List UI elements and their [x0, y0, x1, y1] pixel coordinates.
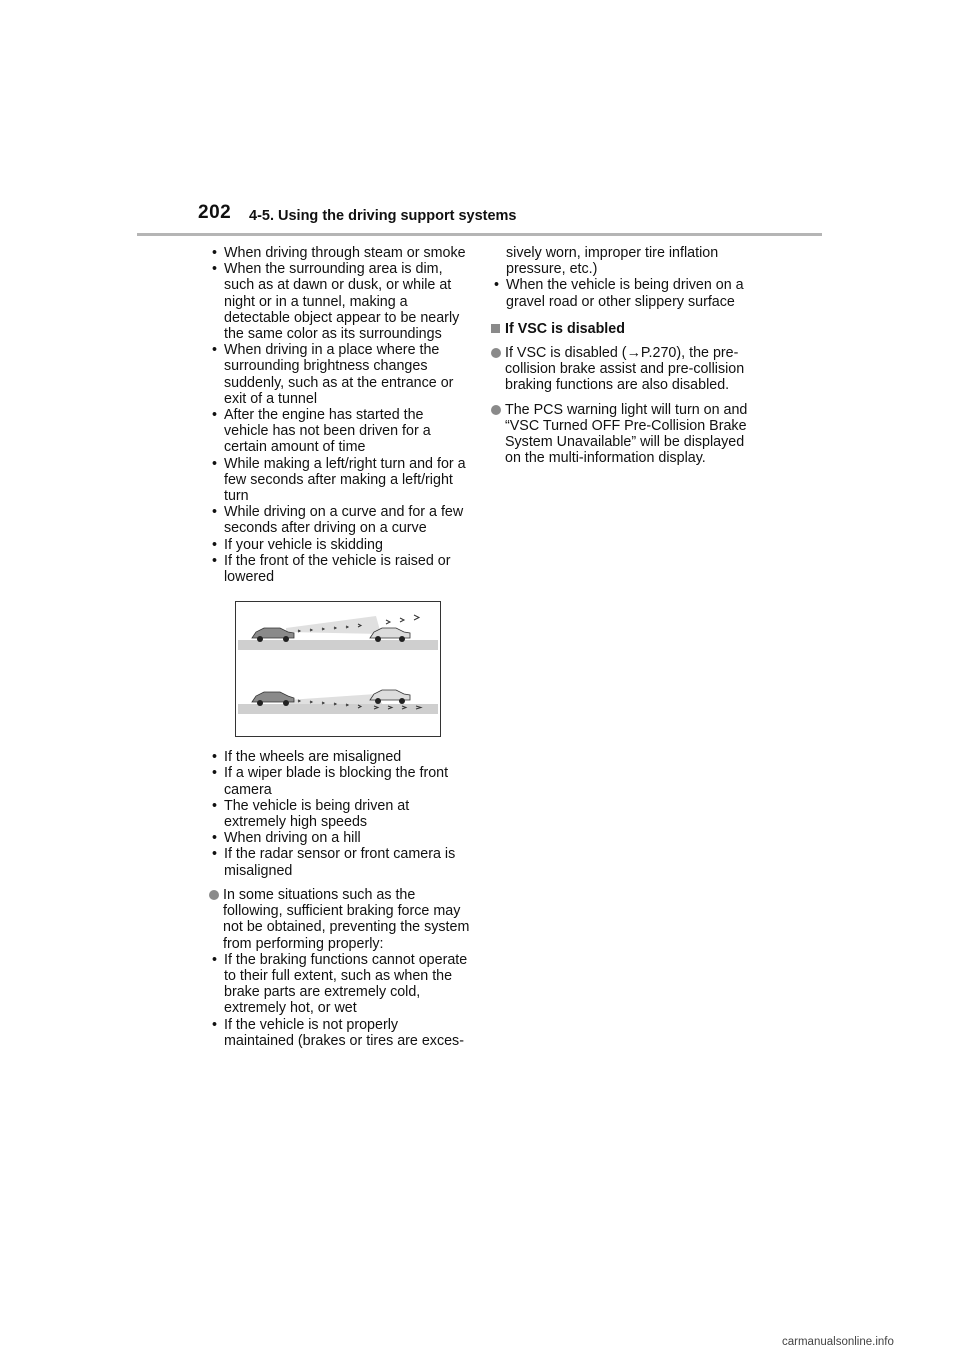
own-car-bottom — [252, 692, 294, 706]
list-item: • When driving on a hill — [209, 830, 471, 846]
list-item: • After the engine has started the vehicle has not been driven for a certain amount of time — [209, 407, 471, 456]
bullet-dot-icon — [491, 348, 501, 358]
list-item: • While driving on a curve and for a few seconds after driving on a curve — [209, 504, 471, 536]
list-item: • While making a left/right turn and for a few seconds after making a left/right turn — [209, 456, 471, 505]
road-surface-bottom — [238, 704, 438, 714]
note-text: If VSC is disabled (→P.270), the pre-collision brake assist and pre-collision braking functions are also disabled. — [505, 345, 745, 394]
watermark: carmanualsonline.info — [782, 1336, 894, 1348]
bullet-dot-icon — [491, 405, 501, 415]
list-item: • When the vehicle is being driven on a gravel road or other slippery surface — [491, 277, 753, 309]
list-item: • If the front of the vehicle is raised or lowered — [209, 553, 471, 585]
note-braking-force — [209, 887, 471, 952]
vehicle-pitch-diagram — [236, 602, 440, 736]
bullet-list-braking — [209, 952, 471, 1049]
note-text: The PCS warning light will turn on and “VSC Turned OFF Pre-Collision Brake System Unavailable” will be displayed on the multi-information display. — [505, 401, 748, 467]
bullet-list-vehicle-state — [209, 749, 471, 879]
list-item: • If a wiper blade is blocking the front camera — [209, 765, 471, 797]
left-column — [209, 245, 471, 1049]
list-item: • When the surrounding area is dim, such as at dawn or dusk, or while at night or in a tunnel, making a detectable object appear to be nearly the same color as its surroundings — [209, 261, 471, 342]
list-item: • If the braking functions cannot operate to their full extent, such as when the brake parts are extremely cold, extremely hot, or wet — [209, 952, 471, 1017]
square-bullet-icon — [491, 324, 500, 333]
section-title: 4-5. Using the driving support systems — [249, 208, 517, 224]
note-vsc-disabled — [491, 345, 753, 394]
right-column — [491, 245, 753, 466]
road-surface-top — [238, 640, 438, 650]
header-rule — [137, 233, 822, 236]
bullet-list-conditions — [209, 245, 471, 585]
page-number: 202 — [198, 202, 232, 223]
bullet-dot-icon — [209, 890, 219, 900]
list-item: • The vehicle is being driven at extremely high speeds — [209, 798, 471, 830]
subheading-text: If VSC is disabled — [505, 320, 625, 337]
list-item: • When driving in a place where the surrounding brightness changes suddenly, such as at the entrance or exit of a tunnel — [209, 342, 471, 407]
list-item: • When driving through steam or smoke — [209, 245, 471, 261]
list-item: • If the radar sensor or front camera is misaligned — [209, 846, 471, 878]
preceding-car-bottom — [370, 690, 410, 704]
subheading-vsc-disabled — [491, 321, 753, 337]
list-item-continuation: sively worn, improper tire inflation pressure, etc.) — [506, 245, 719, 278]
vehicle-pitch-illustration — [235, 601, 441, 737]
note-text: In some situations such as the following, sufficient braking force may not be obtained, preventing the system from performing properly: — [223, 886, 470, 952]
note-pcs-warning — [491, 402, 753, 467]
list-item: • If the vehicle is not properly maintained (brakes or tires are exces- — [209, 1017, 471, 1049]
list-item: • If your vehicle is skidding — [209, 537, 471, 553]
bullet-list-continued — [491, 245, 753, 310]
list-item: • If the wheels are misaligned — [209, 749, 471, 765]
